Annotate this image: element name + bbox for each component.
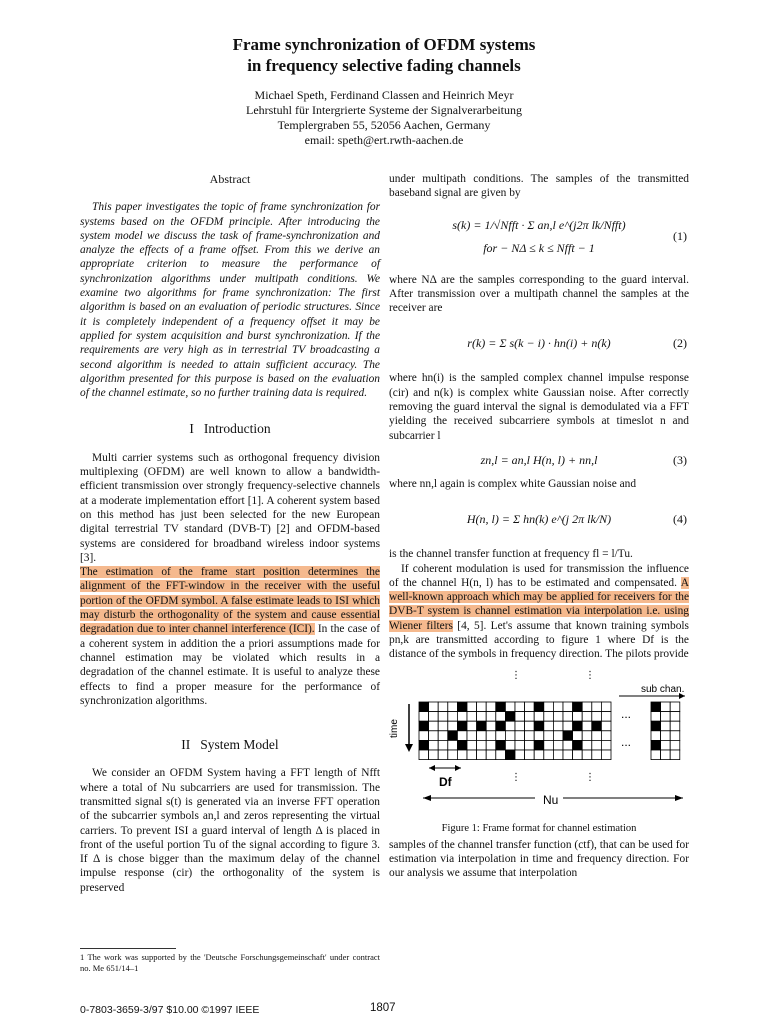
data-cell xyxy=(525,711,535,721)
data-cell xyxy=(670,702,680,712)
pilot-cell xyxy=(651,721,661,731)
frame-format-figure xyxy=(389,668,689,818)
pilot-cell xyxy=(419,740,429,750)
data-cell xyxy=(544,730,554,740)
data-cell xyxy=(505,740,515,750)
pilot-cell xyxy=(496,721,506,731)
right-paragraph-4: is the channel transfer function at frequency fl = l/Tu. xyxy=(389,548,633,561)
data-cell xyxy=(486,702,496,712)
right-column xyxy=(389,172,689,881)
equation-1: s(k) = 1/√Nfft · Σ an,l e^(j2π lk/Nfft) for − NΔ ≤ k ≤ Nfft − 1 (1) xyxy=(452,218,687,255)
data-cell xyxy=(496,730,506,740)
data-cell xyxy=(592,711,602,721)
data-cell xyxy=(438,730,448,740)
pilot-cell xyxy=(534,721,544,731)
data-cell xyxy=(670,750,680,760)
data-cell xyxy=(582,721,592,731)
data-cell xyxy=(467,711,477,721)
affiliation: Lehrstuhl für Intergrierte Systeme der Signalverarbeitung xyxy=(245,103,523,117)
left-column xyxy=(80,172,380,895)
sub-chan-label: sub chan. xyxy=(641,683,685,695)
data-cell xyxy=(670,711,680,721)
data-cell xyxy=(601,750,611,760)
data-cell xyxy=(661,711,671,721)
pilot-cell xyxy=(505,750,515,760)
data-cell xyxy=(438,750,448,760)
data-cell xyxy=(467,721,477,731)
dots-horizontal-1: ... xyxy=(621,706,632,721)
pilot-cell xyxy=(419,702,429,712)
dots-top-2: ⋮ xyxy=(585,669,595,681)
data-cell xyxy=(477,740,487,750)
data-cell xyxy=(438,740,448,750)
data-cell xyxy=(486,721,496,731)
data-cell xyxy=(651,711,661,721)
data-cell xyxy=(515,750,525,760)
right-paragraph-0: under multipath conditions. The samples of the transmitted baseband signal are given by xyxy=(389,173,689,200)
data-cell xyxy=(467,740,477,750)
footnote-rule xyxy=(80,948,176,949)
data-cell xyxy=(601,730,611,740)
right-paragraph-1: where NΔ are the samples corresponding to the guard interval. After transmission over a multipath channel the samples at the receiver are xyxy=(389,273,689,315)
pilot-cell xyxy=(457,721,467,731)
data-cell xyxy=(553,750,563,760)
pilot-cell xyxy=(477,721,487,731)
highlighted-text[interactable]: A well-known approach which may be applied for receivers for the DVB-T system is channel estimation via interpolation i.e. using Wiener filters xyxy=(389,576,689,632)
data-cell xyxy=(534,730,544,740)
address: Templergraben 55, 52056 Aachen, Germany xyxy=(277,118,491,132)
pilot-grid-left xyxy=(419,702,611,760)
page-number: 1807 xyxy=(370,1002,396,1014)
data-cell xyxy=(496,750,506,760)
data-cell xyxy=(467,702,477,712)
pilot-cell xyxy=(573,702,583,712)
data-cell xyxy=(553,740,563,750)
data-cell xyxy=(457,730,467,740)
intro-paragraph-2: The estimation of the frame start position determines the alignment of the FFT-window in the receiver with the useful portion of the OFDM symbol. A false estimate leads to ISI which may disturb the orthogonality of the system and cause essential degradation due to inter channel interference (ICI). In the case of a coherent system in addition the a priori assumptions made for channel estimation may be violated which results in a degradation of the channel estimate. It is useful to analyze these effects to find a proper measure for the performance of synchronization algorithms. xyxy=(80,566,380,707)
paper-title: Frame synchronization of OFDM systems in frequency selective fading channels xyxy=(232,35,536,75)
data-cell xyxy=(582,702,592,712)
copyright-line: 0-7803-3659-3/97 $10.00 ©1997 IEEE xyxy=(80,1004,260,1016)
data-cell xyxy=(429,740,439,750)
pilot-cell xyxy=(534,702,544,712)
author-block xyxy=(80,88,688,148)
data-cell xyxy=(601,711,611,721)
email: email: speth@ert.rwth-aachen.de xyxy=(304,133,464,147)
dots-top-1: ⋮ xyxy=(511,669,521,681)
pilot-cell xyxy=(573,721,583,731)
df-label: Df xyxy=(439,774,452,789)
data-cell xyxy=(457,750,467,760)
data-cell xyxy=(563,721,573,731)
data-cell xyxy=(457,711,467,721)
pilot-cell xyxy=(592,721,602,731)
data-cell xyxy=(534,750,544,760)
data-cell xyxy=(419,750,429,760)
figure-1 xyxy=(389,668,689,838)
data-cell xyxy=(448,711,458,721)
data-cell xyxy=(438,721,448,731)
data-cell xyxy=(563,740,573,750)
data-cell xyxy=(496,711,506,721)
data-cell xyxy=(448,740,458,750)
data-cell xyxy=(419,711,429,721)
data-cell xyxy=(601,721,611,731)
equation-3: zn,l = an,l H(n, l) + nn,l (3) xyxy=(480,452,687,467)
pilot-cell xyxy=(534,740,544,750)
pilot-grid-right xyxy=(651,702,680,760)
data-cell xyxy=(477,750,487,760)
data-cell xyxy=(448,721,458,731)
data-cell xyxy=(525,740,535,750)
authors: Michael Speth, Ferdinand Classen and Heinrich Meyr xyxy=(254,88,514,102)
data-cell xyxy=(651,730,661,740)
data-cell xyxy=(670,740,680,750)
time-arrowhead xyxy=(405,744,413,752)
title-block xyxy=(80,34,688,148)
section-heading-system-model: II System Model xyxy=(181,737,279,753)
df-arrowhead-right xyxy=(455,765,461,771)
data-cell xyxy=(534,711,544,721)
data-cell xyxy=(505,702,515,712)
data-cell xyxy=(573,730,583,740)
data-cell xyxy=(563,711,573,721)
abstract-heading: Abstract xyxy=(209,172,251,186)
data-cell xyxy=(592,750,602,760)
data-cell xyxy=(582,750,592,760)
data-cell xyxy=(592,740,602,750)
data-cell xyxy=(553,730,563,740)
data-cell xyxy=(477,702,487,712)
data-cell xyxy=(448,702,458,712)
pilot-cell xyxy=(505,711,515,721)
data-cell xyxy=(601,740,611,750)
dots-horizontal-2: ... xyxy=(621,734,632,749)
data-cell xyxy=(601,702,611,712)
pilot-cell xyxy=(496,702,506,712)
data-cell xyxy=(515,711,525,721)
data-cell xyxy=(505,730,515,740)
data-cell xyxy=(661,721,671,731)
equation-4: H(n, l) = Σ hn(k) e^(j 2π lk/N) (4) xyxy=(466,512,687,527)
system-paragraph-1: We consider an OFDM System having a FFT length of Nfft where a total of Nu subcarriers are used for transmission. The transmitted signal s(t) is generated via an inverse FFT operation of the subcarrier symbols an,l and zeros representing the virtual carriers. To prevent ISI a guard interval of length Δ is placed in front of the useful portion Tu of the signal according to figure 3. If Δ is chose bigger than the maximum delay of the channel impulse response (cir) the orthogonality of the system is preserved xyxy=(80,767,380,894)
data-cell xyxy=(553,721,563,731)
pilot-cell xyxy=(651,702,661,712)
right-paragraph-3: where nn,l again is complex white Gaussian noise and xyxy=(389,477,637,490)
data-cell xyxy=(582,740,592,750)
dots-bottom-2: ⋮ xyxy=(585,771,595,783)
data-cell xyxy=(525,750,535,760)
right-paragraph-2: where hn(i) is the sampled complex channel impulse response (cir) and n(k) is complex white Gaussian noise. After correctly removing the guard interval the signal is demodulated via a FFT yielding the received subcarriere symbols at timeslot n and subcarrier l xyxy=(389,372,689,442)
data-cell xyxy=(486,750,496,760)
time-label: time xyxy=(389,718,400,738)
footnote: 1 The work was supported by the 'Deutsche Forschungsgemeinschaft' under contract no. Me 651/14–1 xyxy=(80,952,380,973)
data-cell xyxy=(515,702,525,712)
data-cell xyxy=(429,702,439,712)
nu-arrowhead-left xyxy=(423,795,431,801)
data-cell xyxy=(429,750,439,760)
data-cell xyxy=(419,730,429,740)
data-cell xyxy=(661,750,671,760)
data-cell xyxy=(544,721,554,731)
figure-caption: Figure 1: Frame format for channel estimation xyxy=(441,822,637,834)
data-cell xyxy=(582,730,592,740)
dots-bottom-1: ⋮ xyxy=(511,771,521,783)
data-cell xyxy=(515,721,525,731)
data-cell xyxy=(661,740,671,750)
pilot-cell xyxy=(496,740,506,750)
right-paragraph-6: samples of the channel transfer function (ctf), that can be used for estimation via interpolation in time and frequency direction. For our analysis we assume that interpolation xyxy=(389,838,689,880)
pilot-cell xyxy=(573,740,583,750)
pilot-cell xyxy=(419,721,429,731)
pilot-cell xyxy=(457,702,467,712)
pilot-cell xyxy=(651,740,661,750)
data-cell xyxy=(429,721,439,731)
nu-label: Nu xyxy=(543,792,559,807)
data-cell xyxy=(438,702,448,712)
data-cell xyxy=(563,702,573,712)
data-cell xyxy=(525,702,535,712)
data-cell xyxy=(467,750,477,760)
data-cell xyxy=(573,711,583,721)
data-cell xyxy=(505,721,515,731)
data-cell xyxy=(563,750,573,760)
data-cell xyxy=(429,711,439,721)
data-cell xyxy=(544,711,554,721)
data-cell xyxy=(515,740,525,750)
data-cell xyxy=(515,730,525,740)
data-cell xyxy=(486,730,496,740)
data-cell xyxy=(477,711,487,721)
df-arrowhead-left xyxy=(429,765,435,771)
data-cell xyxy=(573,750,583,760)
abstract-text: This paper investigates the topic of frame synchronization for systems based on the OFDM principle. After introducing the system model we discuss the task of frame-synchronization and analyze the effects of a frame offset. From this we derive an appropriate criterion to measure the performance of synchronization algorithms under multipath conditions. We examine two algorithms for frame synchronization: The first algorithm is based on an evaluation of periodic structures. Since it is completely independent of a frequency offset it may be applied for system acquisition and burst synchronization. If the requirements are very high as in terrestrial TV broadcasting a second algorithm is needed to attain sufficient accuracy. The algorithm presented for this purpose is based on the evaluation of the channel estimate, so no further training data is required. xyxy=(80,201,380,400)
data-cell xyxy=(592,702,602,712)
pilot-cell xyxy=(457,740,467,750)
data-cell xyxy=(544,702,554,712)
data-cell xyxy=(486,711,496,721)
data-cell xyxy=(525,730,535,740)
right-paragraph-5: If coherent modulation is used for transmission the influence of the channel H(n, l) has to be estimated and compensated. A well-known approach which may be applied for receivers for the DVB-T system is channel estimation via interpolation i.e. using Wiener filters [4, 5]. Let's assume that known training symbols pn,k are transmitted according to figure 1 where Df is the distance of the symbols in frequency direction. The pilots provide xyxy=(389,562,689,661)
data-cell xyxy=(651,750,661,760)
data-cell xyxy=(477,730,487,740)
pilot-cell xyxy=(563,730,573,740)
data-cell xyxy=(544,740,554,750)
intro-paragraph-1: Multi carrier systems such as orthogonal frequency division multiplexing (OFDM) are well known to allow a bandwidth-efficient transmission over strongly frequency-selective channels at a moderate implementation effort [1]. A coherent system based on this method has just been selected for the new European digital terrestrial TV standard (DVB-T) [2] and OFDM-based systems are considered for broadband wireless indoor systems [3]. xyxy=(80,451,380,564)
nu-arrowhead-right xyxy=(675,795,683,801)
data-cell xyxy=(448,750,458,760)
equation-2: r(k) = Σ s(k − i) · hn(i) + n(k) (2) xyxy=(467,336,687,351)
data-cell xyxy=(592,730,602,740)
data-cell xyxy=(544,750,554,760)
data-cell xyxy=(553,711,563,721)
data-cell xyxy=(661,730,671,740)
data-cell xyxy=(670,721,680,731)
section-heading-introduction: I Introduction xyxy=(189,421,271,437)
data-cell xyxy=(438,711,448,721)
data-cell xyxy=(661,702,671,712)
data-cell xyxy=(429,730,439,740)
pilot-cell xyxy=(448,730,458,740)
highlighted-text[interactable]: The estimation of the frame start position determines the alignment of the FFT-window in the receiver with the useful portion of the OFDM symbol. A false estimate leads to ISI which may disturb the orthogonality of the system and cause essential degradation due to inter channel interference (ICI). xyxy=(80,566,380,636)
data-cell xyxy=(467,730,477,740)
data-cell xyxy=(486,740,496,750)
data-cell xyxy=(582,711,592,721)
data-cell xyxy=(525,721,535,731)
data-cell xyxy=(670,730,680,740)
data-cell xyxy=(553,702,563,712)
